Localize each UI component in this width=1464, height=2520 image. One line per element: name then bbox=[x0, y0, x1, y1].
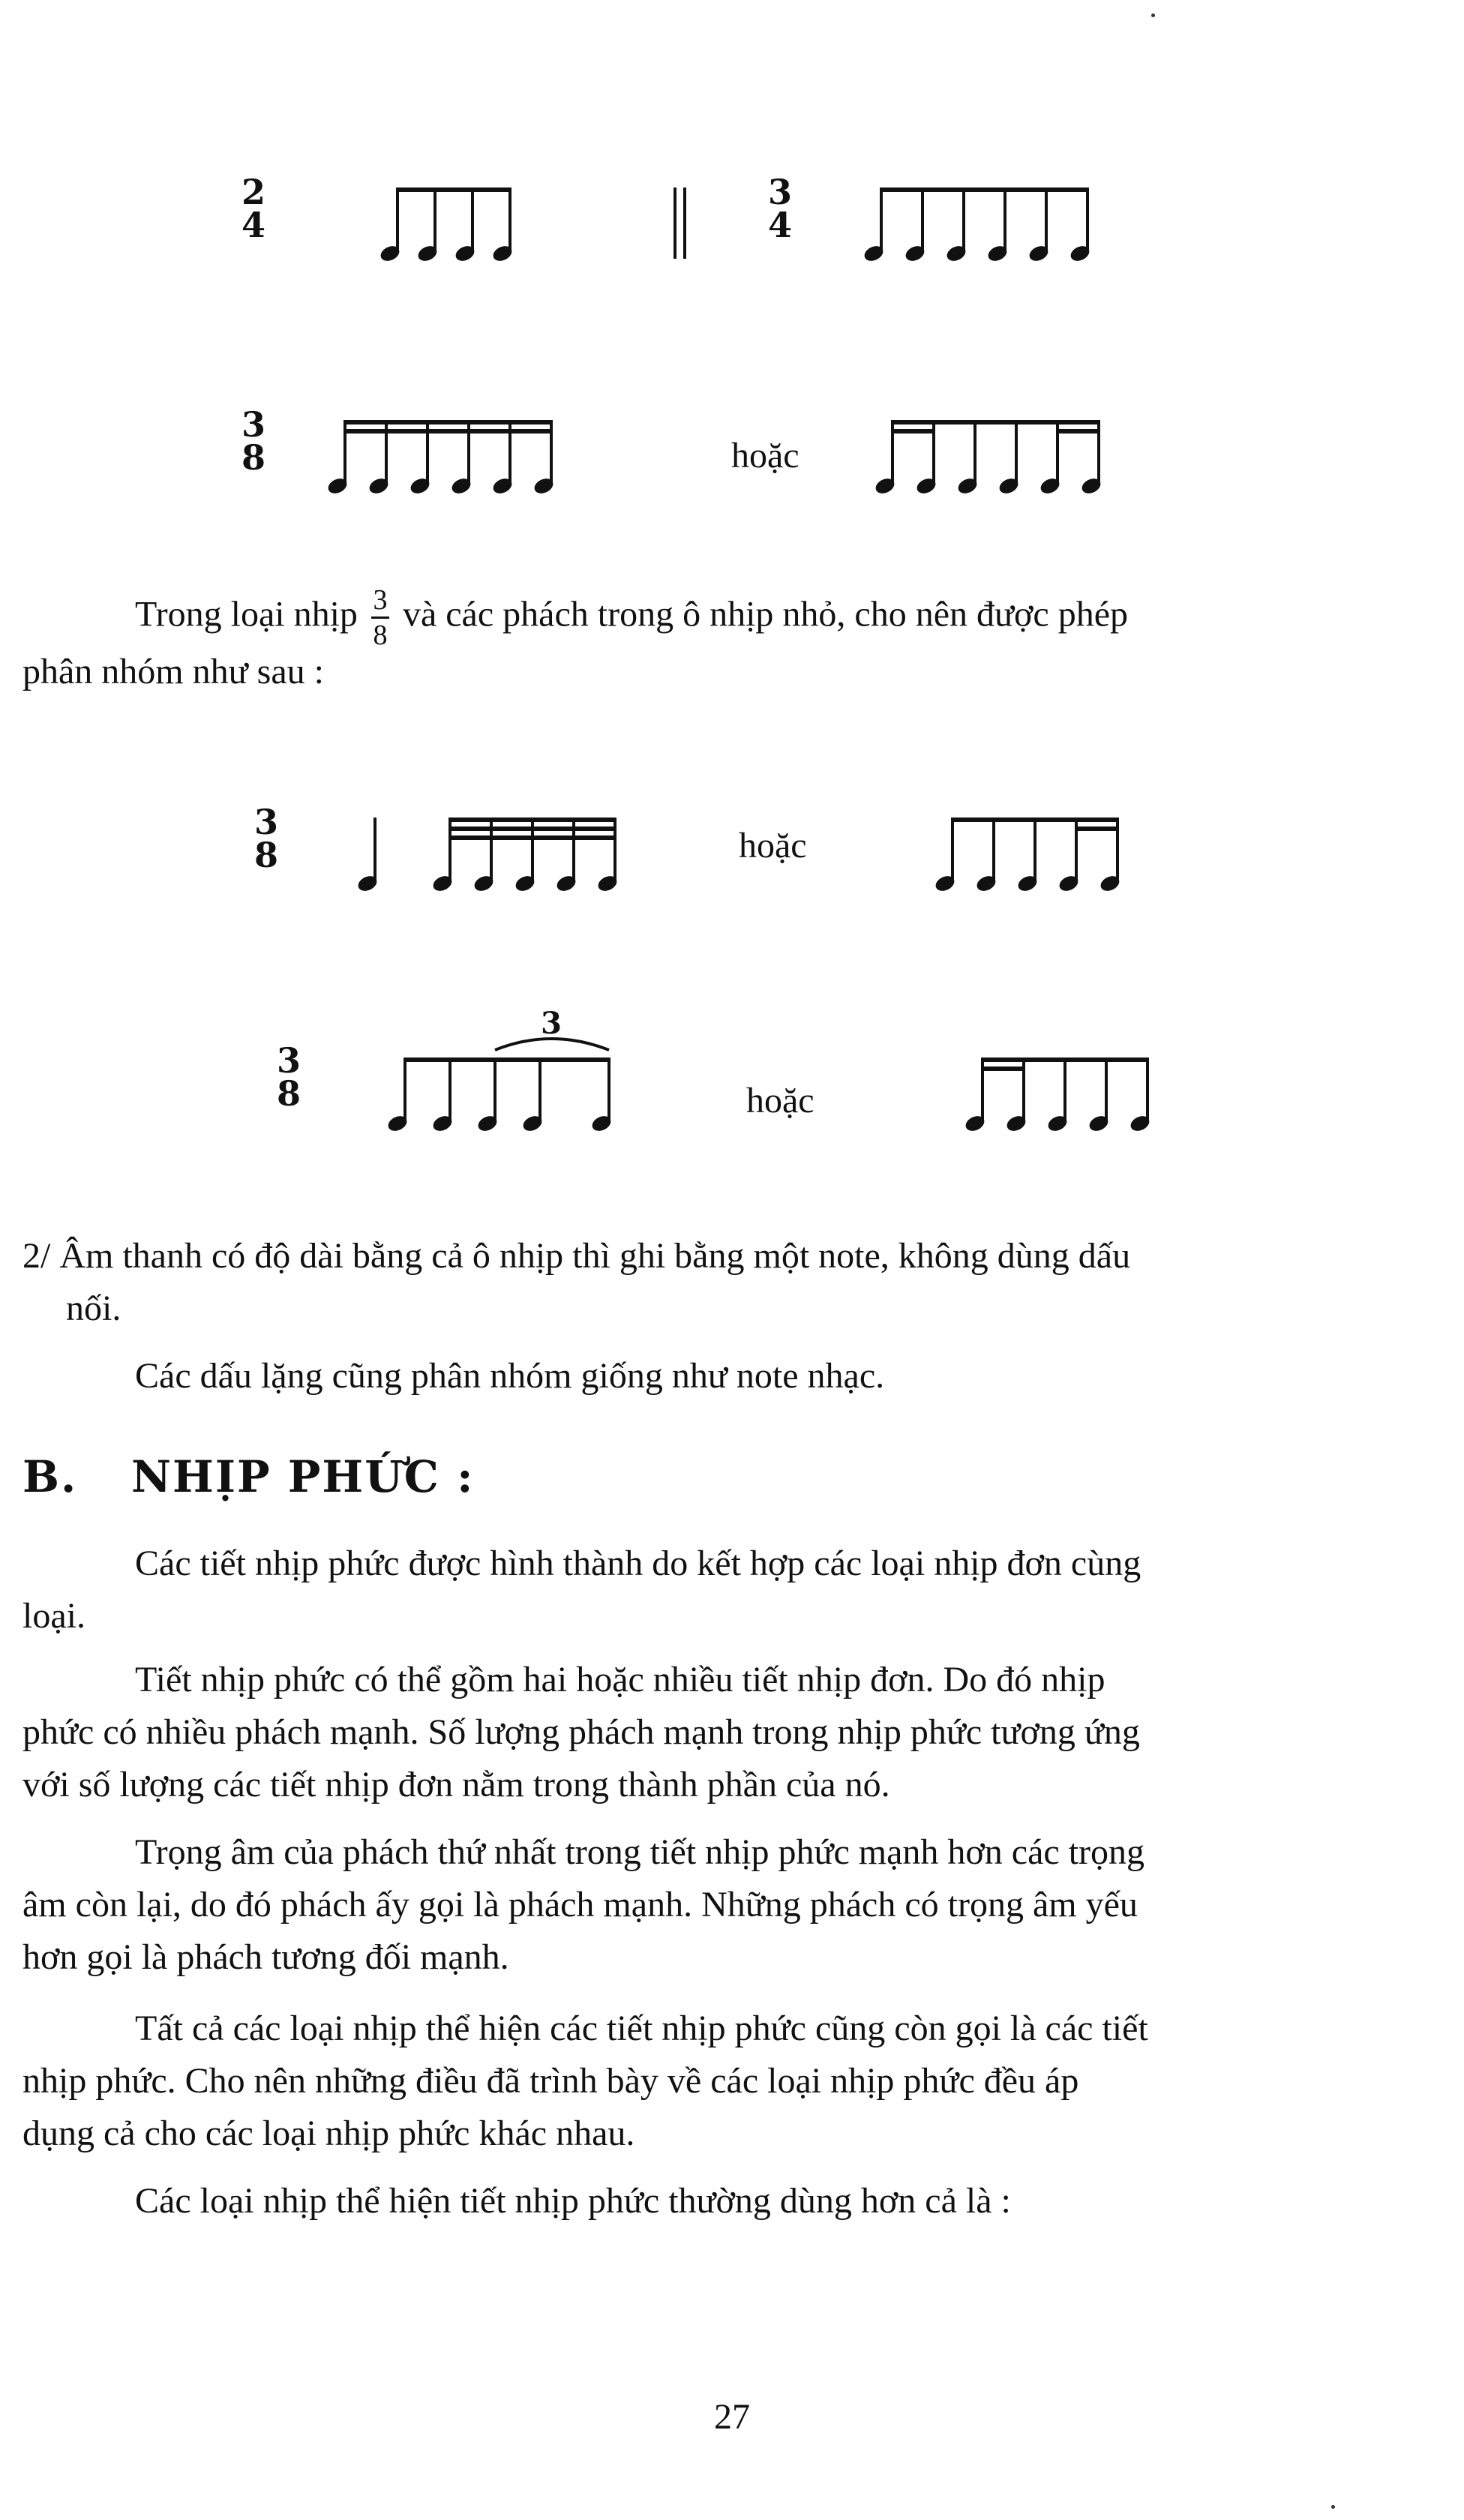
paragraph-text: dụng cả cho các loại nhịp phức khác nhau. bbox=[22, 2114, 635, 2153]
note-beam bbox=[345, 420, 551, 424]
music-example-row-3 bbox=[0, 795, 1464, 915]
time-signature-denominator: 8 bbox=[276, 1073, 302, 1114]
note-beam bbox=[982, 1066, 1024, 1071]
section-title: NHỊP PHỨC : bbox=[131, 1451, 475, 1502]
page-number: 27 bbox=[714, 2397, 750, 2437]
section-heading bbox=[22, 1451, 475, 1502]
scan-speck bbox=[1151, 14, 1155, 17]
note-beam bbox=[405, 1058, 609, 1062]
paragraph bbox=[22, 1826, 1448, 1984]
tuplet-number: 3 bbox=[541, 1006, 562, 1041]
scan-speck bbox=[1331, 2505, 1335, 2509]
or-label: hoặc bbox=[739, 826, 807, 866]
beamed-notes-group bbox=[873, 420, 1102, 496]
inline-fraction bbox=[371, 585, 389, 650]
beamed-notes-group bbox=[386, 1058, 613, 1134]
paragraph-text: 2/ Âm thanh có độ dài bằng cả ô nhịp thì ghi bằng một note, không dùng dấu bbox=[22, 1236, 1131, 1276]
time-signature-numerator: 3 bbox=[276, 1040, 302, 1081]
paragraph-text: Trọng âm của phách thứ nhất trong tiết nhịp phức mạnh hơn các trọng bbox=[135, 1832, 1145, 1872]
or-label: hoặc bbox=[746, 1081, 814, 1120]
time-signature-numerator: 2 bbox=[241, 172, 266, 212]
beamed-notes-group bbox=[963, 1058, 1151, 1134]
time-signature-numerator: 3 bbox=[241, 404, 266, 445]
paragraph bbox=[22, 2002, 1448, 2160]
paragraph-text: với số lượng các tiết nhịp đơn nằm trong thành phần của nó. bbox=[22, 1765, 890, 1804]
time-signature-numerator: 3 bbox=[254, 802, 279, 842]
paragraph-text: Các loại nhịp thể hiện tiết nhịp phức thường dùng hơn cả là : bbox=[135, 2181, 1011, 2221]
or-label: hoặc bbox=[731, 436, 800, 476]
fraction-numerator: 3 bbox=[373, 584, 388, 616]
paragraph-text: và các phách trong ô nhịp nhỏ, cho nên được phép bbox=[402, 594, 1129, 634]
time-signature-denominator: 8 bbox=[254, 835, 279, 875]
note-beam bbox=[892, 429, 934, 434]
fraction-denominator: 8 bbox=[373, 620, 388, 651]
notes-group bbox=[356, 818, 379, 894]
paragraph-text: nhịp phức. Cho nên những điều đã trình bày về các loại nhịp phức đều áp bbox=[22, 2061, 1079, 2101]
note-beam bbox=[892, 420, 1099, 424]
music-example-row-1 bbox=[0, 165, 1464, 285]
paragraph-text: Các dấu lặng cũng phân nhóm giống như note nhạc. bbox=[135, 1356, 885, 1396]
paragraph bbox=[22, 585, 1448, 698]
beamed-notes-group bbox=[326, 420, 555, 496]
note-beam bbox=[1058, 429, 1099, 434]
note-beam bbox=[952, 818, 1118, 822]
note-beam bbox=[450, 836, 615, 840]
paragraph bbox=[22, 2175, 1448, 2228]
paragraph-text: nối. bbox=[66, 1288, 122, 1328]
paragraph bbox=[22, 1654, 1448, 1811]
paragraph-text: Tất cả các loại nhịp thể hiện các tiết nhịp phức cũng còn gọi là các tiết bbox=[135, 2008, 1148, 2048]
note-beam bbox=[1076, 826, 1118, 831]
time-signature-denominator: 8 bbox=[241, 437, 266, 478]
time-signature-denominator: 4 bbox=[241, 205, 266, 245]
note-beam bbox=[450, 826, 615, 831]
paragraph-text: Tiết nhịp phức có thể gồm hai hoặc nhiều tiết nhịp đơn. Do đó nhịp bbox=[135, 1660, 1106, 1700]
note-beam bbox=[450, 818, 615, 822]
beamed-notes-group bbox=[862, 188, 1091, 264]
paragraph-text: phân nhóm như sau : bbox=[22, 652, 324, 692]
note-beam bbox=[881, 188, 1088, 192]
paragraph-text: phức có nhiều phách mạnh. Số lượng phách mạnh trong nhịp phức tương ứng bbox=[22, 1712, 1140, 1752]
paragraph bbox=[22, 1350, 1448, 1402]
paragraph-text: Trong loại nhịp bbox=[135, 594, 358, 634]
paragraph-text: âm còn lại, do đó phách ấy gọi là phách mạnh. Những phách có trọng âm yếu bbox=[22, 1885, 1138, 1924]
beamed-notes-group bbox=[378, 188, 514, 264]
paragraph bbox=[22, 1230, 1448, 1335]
time-signature-denominator: 4 bbox=[767, 205, 793, 245]
paragraph-text: Các tiết nhịp phức được hình thành do kết hợp các loại nhịp đơn cùng bbox=[135, 1544, 1142, 1583]
paragraph-text: loại. bbox=[22, 1596, 86, 1636]
note-beam bbox=[982, 1058, 1148, 1062]
note-beam bbox=[398, 188, 510, 192]
note-beam bbox=[345, 429, 551, 434]
paragraph-text: hơn gọi là phách tương đối mạnh. bbox=[22, 1937, 509, 1977]
paragraph bbox=[22, 1538, 1448, 1642]
section-number: B. bbox=[22, 1451, 78, 1502]
time-signature-numerator: 3 bbox=[767, 172, 793, 212]
music-example-row-4 bbox=[0, 1005, 1464, 1155]
